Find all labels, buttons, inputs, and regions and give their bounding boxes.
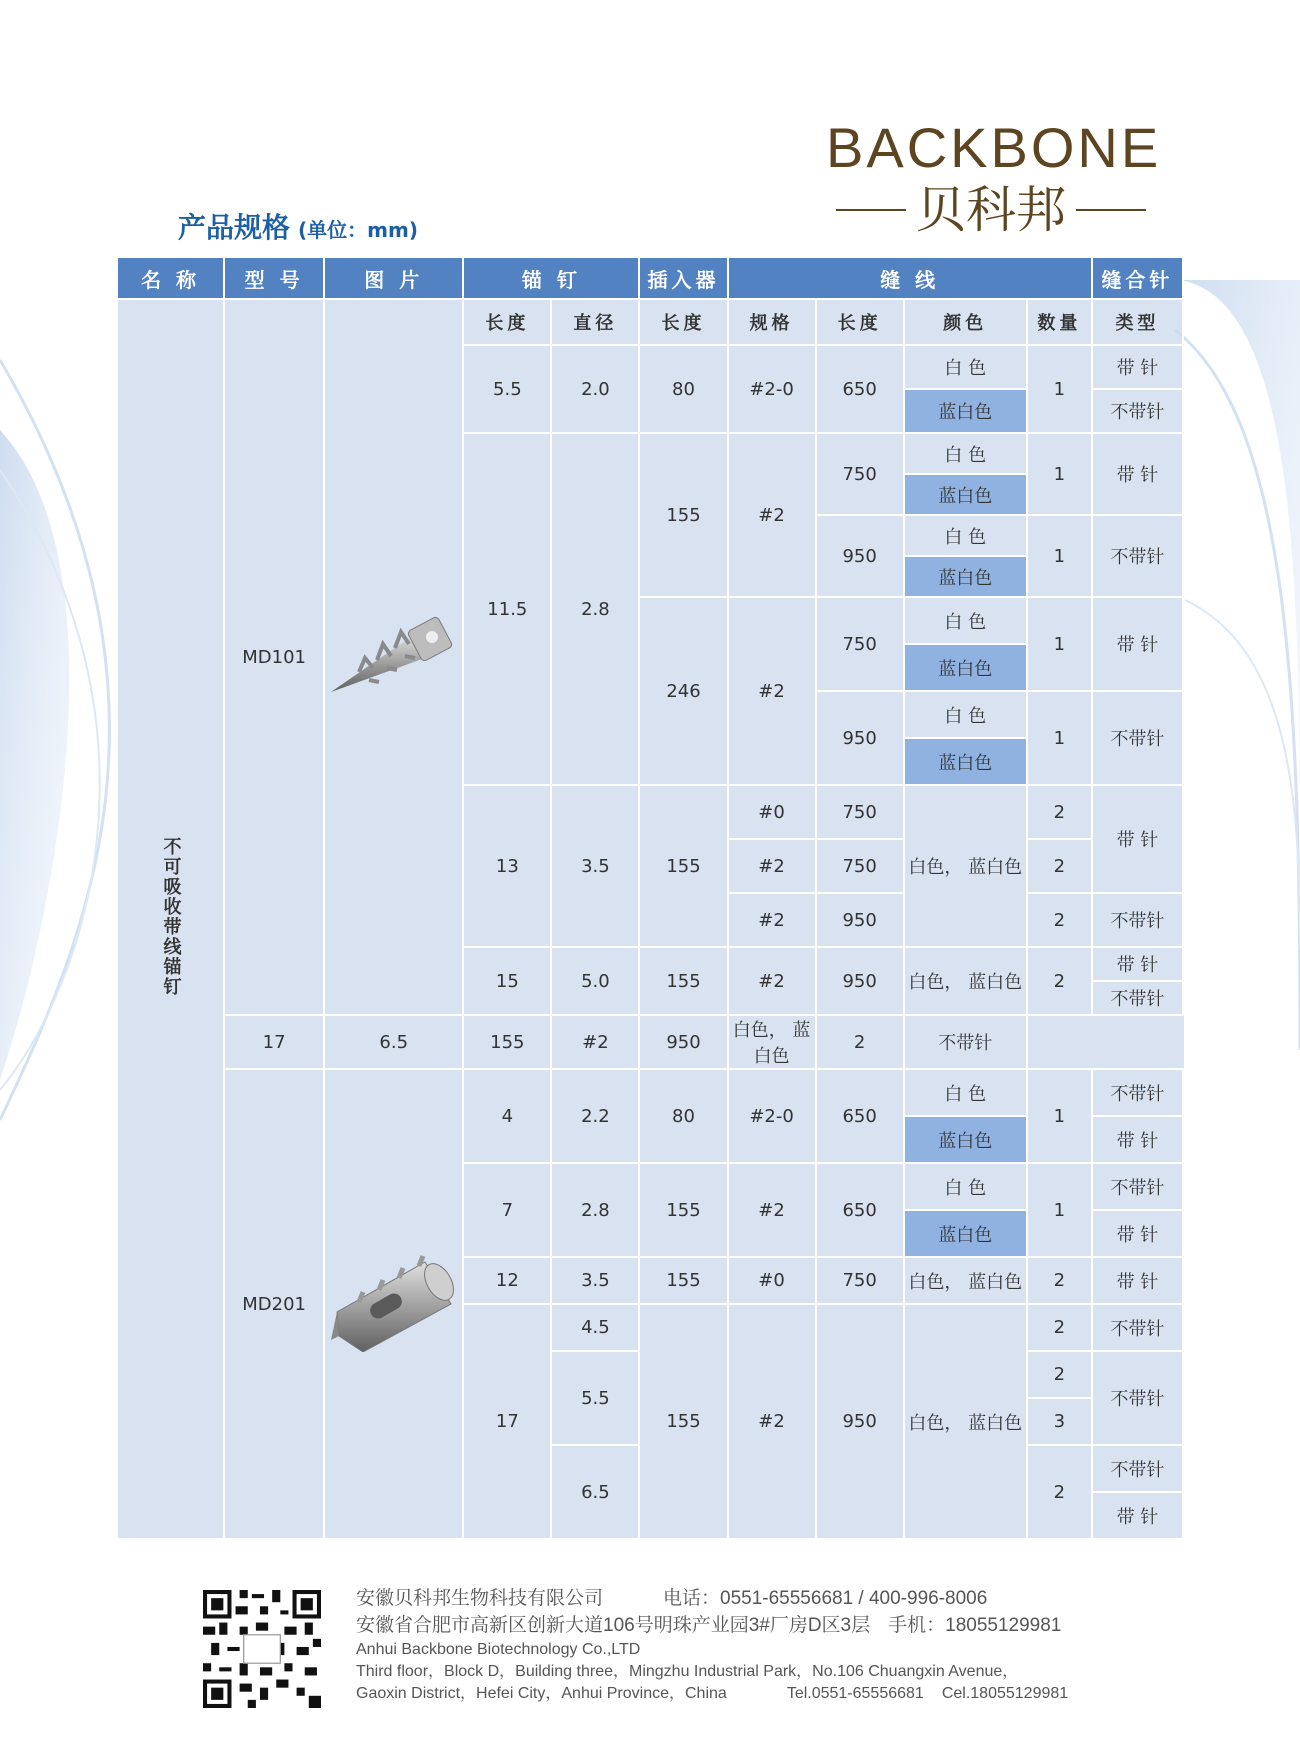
cell-length: 950 — [816, 515, 904, 597]
cell-needle: 带 针 — [1092, 1210, 1183, 1257]
subheader-suture-length: 长度 — [816, 299, 904, 345]
unit-label: (单位：mm) — [298, 218, 418, 242]
cell-length: 650 — [816, 1163, 904, 1257]
product-name: 不可吸收带线锚钉 — [160, 836, 182, 997]
cell-anchor-length: 4 — [463, 1069, 551, 1163]
brand-logo — [826, 116, 1162, 239]
cell-spec: #0 — [728, 785, 816, 839]
spec-table — [116, 256, 1184, 1540]
cell-needle: 不带针 — [1092, 1069, 1183, 1116]
cell-spec: #2 — [728, 893, 816, 947]
company-name-cn: 安徽贝科邦生物科技有限公司 — [356, 1588, 604, 1609]
header-name: 名 称 — [117, 257, 224, 299]
cell-qty: 2 — [816, 1015, 904, 1069]
subheader-inserter-length: 长度 — [639, 299, 727, 345]
cell-needle: 不带针 — [1092, 1351, 1183, 1445]
cell-color: 蓝白色 — [904, 556, 1027, 597]
header-image: 图 片 — [324, 257, 463, 299]
cell-anchor-length: 5.5 — [463, 345, 551, 433]
cell-diameter: 3.5 — [551, 785, 639, 947]
footer-contact — [356, 1585, 1068, 1705]
cell-color: 蓝白色 — [904, 644, 1027, 691]
cell-qty: 1 — [1027, 691, 1092, 785]
cell-color: 白色， 蓝白色 — [728, 1015, 816, 1069]
cell-inserter: 155 — [639, 433, 727, 597]
address-en-line-1: Third floor，Block D，Building three，Mingzhu Industrial Park，No.106 Chuangxin Avenue， — [356, 1663, 1019, 1680]
image-cell-md201 — [324, 1069, 463, 1539]
cell-qty: 3 — [1027, 1398, 1092, 1445]
table-row — [117, 1069, 1183, 1116]
cell-color: 白色， 蓝白色 — [904, 1257, 1027, 1304]
table-header-group — [117, 257, 1183, 299]
cell-color: 白 色 — [904, 433, 1027, 474]
address-en-line-2: Gaoxin District，Hefei City，Anhui Province，China — [356, 1685, 727, 1702]
header-needle: 缝合针 — [1092, 257, 1183, 299]
cel-en: Cel.18055129981 — [941, 1685, 1069, 1702]
cell-spec: #2 — [728, 839, 816, 893]
cell-diameter: 6.5 — [551, 1445, 639, 1539]
cell-needle: 带 针 — [1092, 433, 1183, 515]
cell-inserter: 155 — [639, 1304, 727, 1539]
cell-color: 白 色 — [904, 1069, 1027, 1116]
cell-spec: #2-0 — [728, 345, 816, 433]
cell-needle: 带 针 — [1092, 597, 1183, 691]
cell-needle: 不带针 — [1092, 691, 1183, 785]
cell-needle: 不带针 — [904, 1015, 1027, 1069]
product-name-cell — [117, 299, 224, 1539]
cell-needle: 不带针 — [1092, 893, 1183, 947]
cell-color: 蓝白色 — [904, 474, 1027, 515]
cell-length: 650 — [816, 1069, 904, 1163]
cell-anchor-length: 13 — [463, 785, 551, 947]
header-suture: 缝 线 — [728, 257, 1092, 299]
cell-inserter: 80 — [639, 1069, 727, 1163]
cell-length: 950 — [639, 1015, 727, 1069]
cell-length: 950 — [816, 691, 904, 785]
header-anchor: 锚 钉 — [463, 257, 639, 299]
cell-inserter: 155 — [639, 1257, 727, 1304]
tel-en: Tel.0551-65556681 — [786, 1685, 924, 1702]
cell-qty: 1 — [1027, 1069, 1092, 1163]
cell-length: 750 — [816, 1257, 904, 1304]
address-cn: 安徽省合肥市高新区创新大道106号明珠产业园3#厂房D区3层 — [356, 1615, 871, 1636]
cell-diameter: 2.0 — [551, 345, 639, 433]
cell-needle: 带 针 — [1092, 947, 1183, 981]
cell-anchor-length: 7 — [463, 1163, 551, 1257]
cell-qty: 2 — [1027, 1351, 1092, 1398]
company-name-en: Anhui Backbone Biotechnology Co.,LTD — [356, 1641, 641, 1658]
cell-length: 750 — [816, 433, 904, 515]
cell-needle: 带 针 — [1092, 345, 1183, 389]
phone-cn: 电话：0551-65556681 / 400-996-8006 — [663, 1588, 988, 1609]
cell-qty: 1 — [1027, 1163, 1092, 1257]
cell-diameter: 2.8 — [551, 1163, 639, 1257]
logo-divider-left — [836, 209, 906, 211]
page-title — [178, 206, 418, 246]
cell-length: 950 — [816, 947, 904, 1015]
cell-diameter: 2.2 — [551, 1069, 639, 1163]
subheader-suture-qty: 数量 — [1027, 299, 1092, 345]
qr-code-icon — [203, 1590, 321, 1708]
cell-anchor-length: 17 — [463, 1304, 551, 1539]
cell-diameter: 3.5 — [551, 1257, 639, 1304]
brand-name-cn: 贝科邦 — [916, 181, 1066, 239]
cell-needle: 不带针 — [1092, 981, 1183, 1015]
cell-color: 白 色 — [904, 597, 1027, 644]
cell-anchor-length: 11.5 — [463, 433, 551, 785]
subheader-anchor-length: 长度 — [463, 299, 551, 345]
cell-needle: 不带针 — [1092, 515, 1183, 597]
cell-color: 白色， 蓝白色 — [904, 1304, 1027, 1539]
cell-qty: 1 — [1027, 345, 1092, 433]
cell-spec: #0 — [728, 1257, 816, 1304]
cell-needle: 带 针 — [1092, 1492, 1183, 1539]
cell-anchor-length: 17 — [224, 1015, 324, 1069]
cell-color: 蓝白色 — [904, 738, 1027, 785]
cell-qty: 2 — [1027, 785, 1092, 839]
cell-color: 蓝白色 — [904, 389, 1027, 433]
cell-spec: #2 — [728, 597, 816, 785]
logo-divider-right — [1076, 209, 1146, 211]
cell-needle: 带 针 — [1092, 1116, 1183, 1163]
cell-length: 950 — [816, 893, 904, 947]
model-cell-md201: MD201 — [224, 1069, 324, 1539]
cell-needle: 带 针 — [1092, 1257, 1183, 1304]
cell-inserter: 155 — [639, 785, 727, 947]
cell-diameter: 6.5 — [324, 1015, 463, 1069]
header-model: 型 号 — [224, 257, 324, 299]
cell-needle: 带 针 — [1092, 785, 1183, 893]
cell-qty: 2 — [1027, 1445, 1092, 1539]
cell-needle: 不带针 — [1092, 1163, 1183, 1210]
cell-length: 650 — [816, 345, 904, 433]
cell-needle: 不带针 — [1092, 1304, 1183, 1351]
page-title-text: 产品规格 — [178, 211, 291, 244]
cell-qty: 2 — [1027, 947, 1092, 1015]
cell-diameter: 2.8 — [551, 433, 639, 785]
cell-anchor-length: 15 — [463, 947, 551, 1015]
cell-spec: #2 — [728, 1304, 816, 1539]
cell-spec: #2-0 — [728, 1069, 816, 1163]
subheader-anchor-diameter: 直径 — [551, 299, 639, 345]
cell-inserter: 155 — [639, 1163, 727, 1257]
cell-inserter: 246 — [639, 597, 727, 785]
cell-qty: 2 — [1027, 1257, 1092, 1304]
cell-anchor-length: 12 — [463, 1257, 551, 1304]
subheader-needle-type: 类型 — [1092, 299, 1183, 345]
cell-color: 白 色 — [904, 345, 1027, 389]
header-inserter: 插入器 — [639, 257, 727, 299]
cell-color: 白 色 — [904, 691, 1027, 738]
cell-diameter: 5.5 — [551, 1351, 639, 1445]
cell-qty: 1 — [1027, 515, 1092, 597]
cell-spec: #2 — [551, 1015, 639, 1069]
subheader-suture-color: 颜色 — [904, 299, 1027, 345]
cell-spec: #2 — [728, 947, 816, 1015]
table-header-sub — [117, 299, 1183, 345]
brand-name-en: BACKBONE — [826, 116, 1162, 179]
model-cell-md101: MD101 — [224, 299, 324, 1015]
cell-qty: 1 — [1027, 433, 1092, 515]
cell-qty: 2 — [1027, 1304, 1092, 1351]
cell-diameter: 4.5 — [551, 1304, 639, 1351]
mobile-cn: 手机：18055129981 — [888, 1615, 1062, 1636]
cell-length: 750 — [816, 839, 904, 893]
cell-inserter: 80 — [639, 345, 727, 433]
cell-diameter: 5.0 — [551, 947, 639, 1015]
cell-color: 白色， 蓝白色 — [904, 947, 1027, 1015]
cell-inserter: 155 — [463, 1015, 551, 1069]
cell-length: 950 — [816, 1304, 904, 1539]
cell-length: 750 — [816, 597, 904, 691]
subheader-suture-spec: 规格 — [728, 299, 816, 345]
cell-color: 白 色 — [904, 1163, 1027, 1210]
cell-needle: 不带针 — [1092, 389, 1183, 433]
cell-color: 蓝白色 — [904, 1116, 1027, 1163]
cell-color: 白色， 蓝白色 — [904, 785, 1027, 947]
cell-inserter: 155 — [639, 947, 727, 1015]
table-row — [117, 1015, 1183, 1069]
cell-color: 蓝白色 — [904, 1210, 1027, 1257]
cell-needle: 不带针 — [1092, 1445, 1183, 1492]
cell-qty: 2 — [1027, 839, 1092, 893]
cell-spec: #2 — [728, 1163, 816, 1257]
windowed-anchor-icon — [329, 1252, 459, 1352]
cell-spec: #2 — [728, 433, 816, 597]
threaded-anchor-icon — [329, 610, 459, 700]
cell-qty: 2 — [1027, 893, 1092, 947]
image-cell-md101 — [324, 299, 463, 1015]
cell-qty: 1 — [1027, 597, 1092, 691]
cell-color: 白 色 — [904, 515, 1027, 556]
cell-length: 750 — [816, 785, 904, 839]
